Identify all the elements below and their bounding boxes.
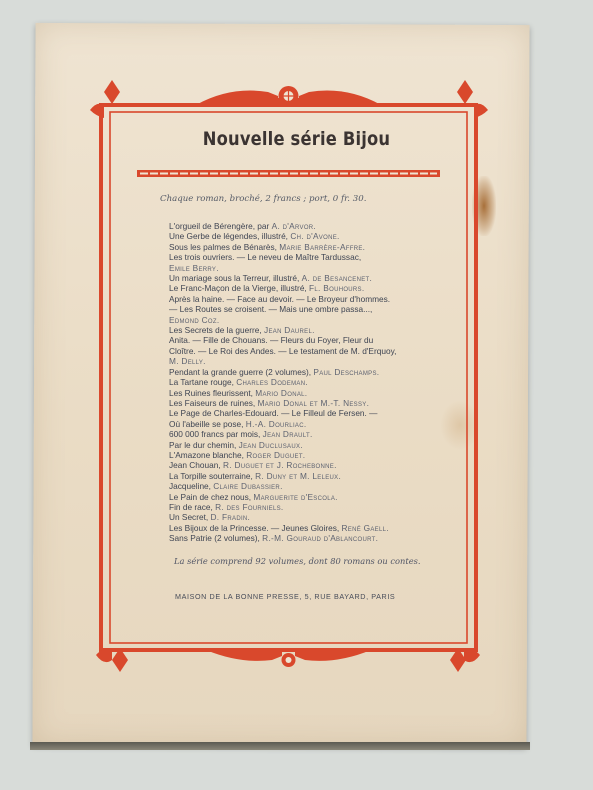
book-author: Roger Duguet.	[246, 449, 306, 460]
book-entry	[169, 388, 459, 398]
book-author: René Gaell.	[341, 522, 389, 533]
book-entry	[169, 221, 459, 231]
book-entry	[169, 440, 459, 450]
book-entry	[169, 492, 459, 502]
book-title: Anita. — Fille de Chouans. — Fleurs du Foyer, Fleur du	[169, 335, 374, 346]
book-entry	[169, 283, 459, 293]
book-entry	[169, 429, 459, 439]
book-author: Fl. Bouhours.	[309, 283, 365, 294]
book-author: Jean Daurel.	[264, 325, 315, 336]
book-author: Mario Donal.	[255, 387, 308, 398]
book-entry	[169, 242, 459, 252]
book-title: Sans Patrie (2 volumes),	[169, 533, 260, 544]
book-entry	[169, 471, 459, 481]
book-entry	[169, 335, 459, 345]
book-entry	[169, 481, 459, 491]
book-author: D. Fradin.	[210, 512, 251, 523]
book-title: Fin de race,	[169, 501, 213, 512]
book-entry	[169, 263, 459, 273]
book-author: R. des Fourniels.	[215, 501, 284, 512]
book-author: M. Delly.	[169, 356, 206, 367]
book-entry	[169, 408, 459, 418]
title-rule	[137, 170, 440, 177]
series-title: Nouvelle série Bijou	[202, 128, 391, 150]
book-title: La Tartane rouge,	[169, 377, 234, 388]
book-entry	[169, 512, 459, 522]
book-entry	[169, 523, 459, 533]
book-title: Un Secret,	[169, 512, 209, 523]
book-title: Où l'abeille se pose,	[169, 418, 244, 429]
book-entry	[169, 502, 459, 512]
book-entry	[169, 273, 459, 283]
book-title: Le Page de Charles-Edouard. — Le Filleul de Fersen. —	[169, 408, 378, 419]
book-author: Edmond Coz.	[169, 314, 220, 325]
book-title: L'Amazone blanche,	[169, 449, 244, 460]
book-title: Jean Chouan,	[169, 460, 221, 471]
book-entry	[169, 377, 459, 387]
book-title: Après la haine. — Face au devoir. — Le Broyeur d'hommes.	[169, 293, 391, 304]
book-author: Emile Berry.	[169, 262, 219, 273]
book-author: Paul Deschamps.	[313, 366, 380, 377]
book-author: Claire Dubassier.	[213, 481, 283, 492]
book-entry	[169, 325, 459, 335]
book-author: Marie Barrère-Affre.	[279, 241, 366, 252]
book-title: La Torpille souterraine,	[169, 470, 253, 481]
series-total: La série comprend 92 volumes, dont 80 romans ou contes.	[174, 556, 421, 566]
book-title: Le Franc-Maçon de la Vierge, illustré,	[169, 283, 307, 294]
book-author: Ch. d'Avone.	[290, 231, 340, 242]
book-title: Sous les palmes de Bénarès,	[169, 241, 277, 252]
book-author: A. de Besancenet.	[301, 273, 373, 284]
book-entry	[169, 450, 459, 460]
book-entry	[169, 252, 459, 262]
book-title: 600 000 francs par mois,	[169, 429, 261, 440]
book-entry	[169, 356, 459, 366]
book-entry	[169, 419, 459, 429]
book-title: Les trois ouvriers. — Le neveu de Maître Tardussac,	[169, 252, 362, 263]
book-list	[169, 221, 459, 544]
book-author: R. Duny et M. Leleux.	[255, 470, 342, 481]
book-entry	[169, 367, 459, 377]
book-author: Mario Donal et M.-T. Nessy.	[257, 397, 370, 408]
book-title: — Les Routes se croisent. — Mais une ombre passa...,	[169, 304, 373, 315]
book-entry	[169, 460, 459, 470]
book-author: Jean Duclusaux.	[238, 439, 303, 450]
book-title: Les Faiseurs de ruines,	[169, 397, 256, 408]
book-title: Un mariage sous la Terreur, illustré,	[169, 273, 300, 284]
book-title: Le Pain de chez nous,	[169, 491, 252, 502]
book-entry	[169, 231, 459, 241]
book-entry	[169, 398, 459, 408]
book-title: Une Gerbe de légendes, illustré,	[169, 231, 288, 242]
book-entry	[169, 346, 459, 356]
book-title: Jacqueline,	[169, 481, 211, 492]
book-author: R.-M. Gouraud d'Ablancourt.	[262, 533, 379, 544]
book-title: L'orgueil de Bérengère, par	[169, 221, 270, 231]
book-entry	[169, 315, 459, 325]
book-author: Charles Dodeman.	[236, 377, 308, 388]
book-title: Les Secrets de la guerre,	[169, 325, 262, 336]
book-entry	[169, 533, 459, 543]
book-author: R. Duguet et J. Rochebonne.	[222, 460, 337, 471]
book-title: Cloître. — Le Roi des Andes. — Le testament de M. d'Erquoy,	[169, 345, 397, 356]
book-title: Par le dur chemin,	[169, 439, 237, 450]
book-title: Les Ruines fleurissent,	[169, 387, 253, 398]
book-author: Jean Drault.	[262, 429, 313, 440]
book-entry	[169, 294, 459, 304]
book-author: H.-A. Dourliac.	[245, 418, 307, 429]
publisher-address: MAISON DE LA BONNE PRESSE, 5, RUE BAYARD, PARIS	[175, 592, 396, 601]
book-author: A. d'Arvor.	[271, 221, 317, 231]
book-title: Les Bijoux de la Princesse. — Jeunes Gloires,	[169, 522, 340, 533]
book-title: Pendant la grande guerre (2 volumes),	[169, 366, 312, 377]
book-author: Marguerite d'Escola.	[253, 491, 338, 502]
price-line: Chaque roman, broché, 2 francs ; port, 0 fr. 30.	[160, 194, 367, 204]
book-entry	[169, 304, 459, 314]
